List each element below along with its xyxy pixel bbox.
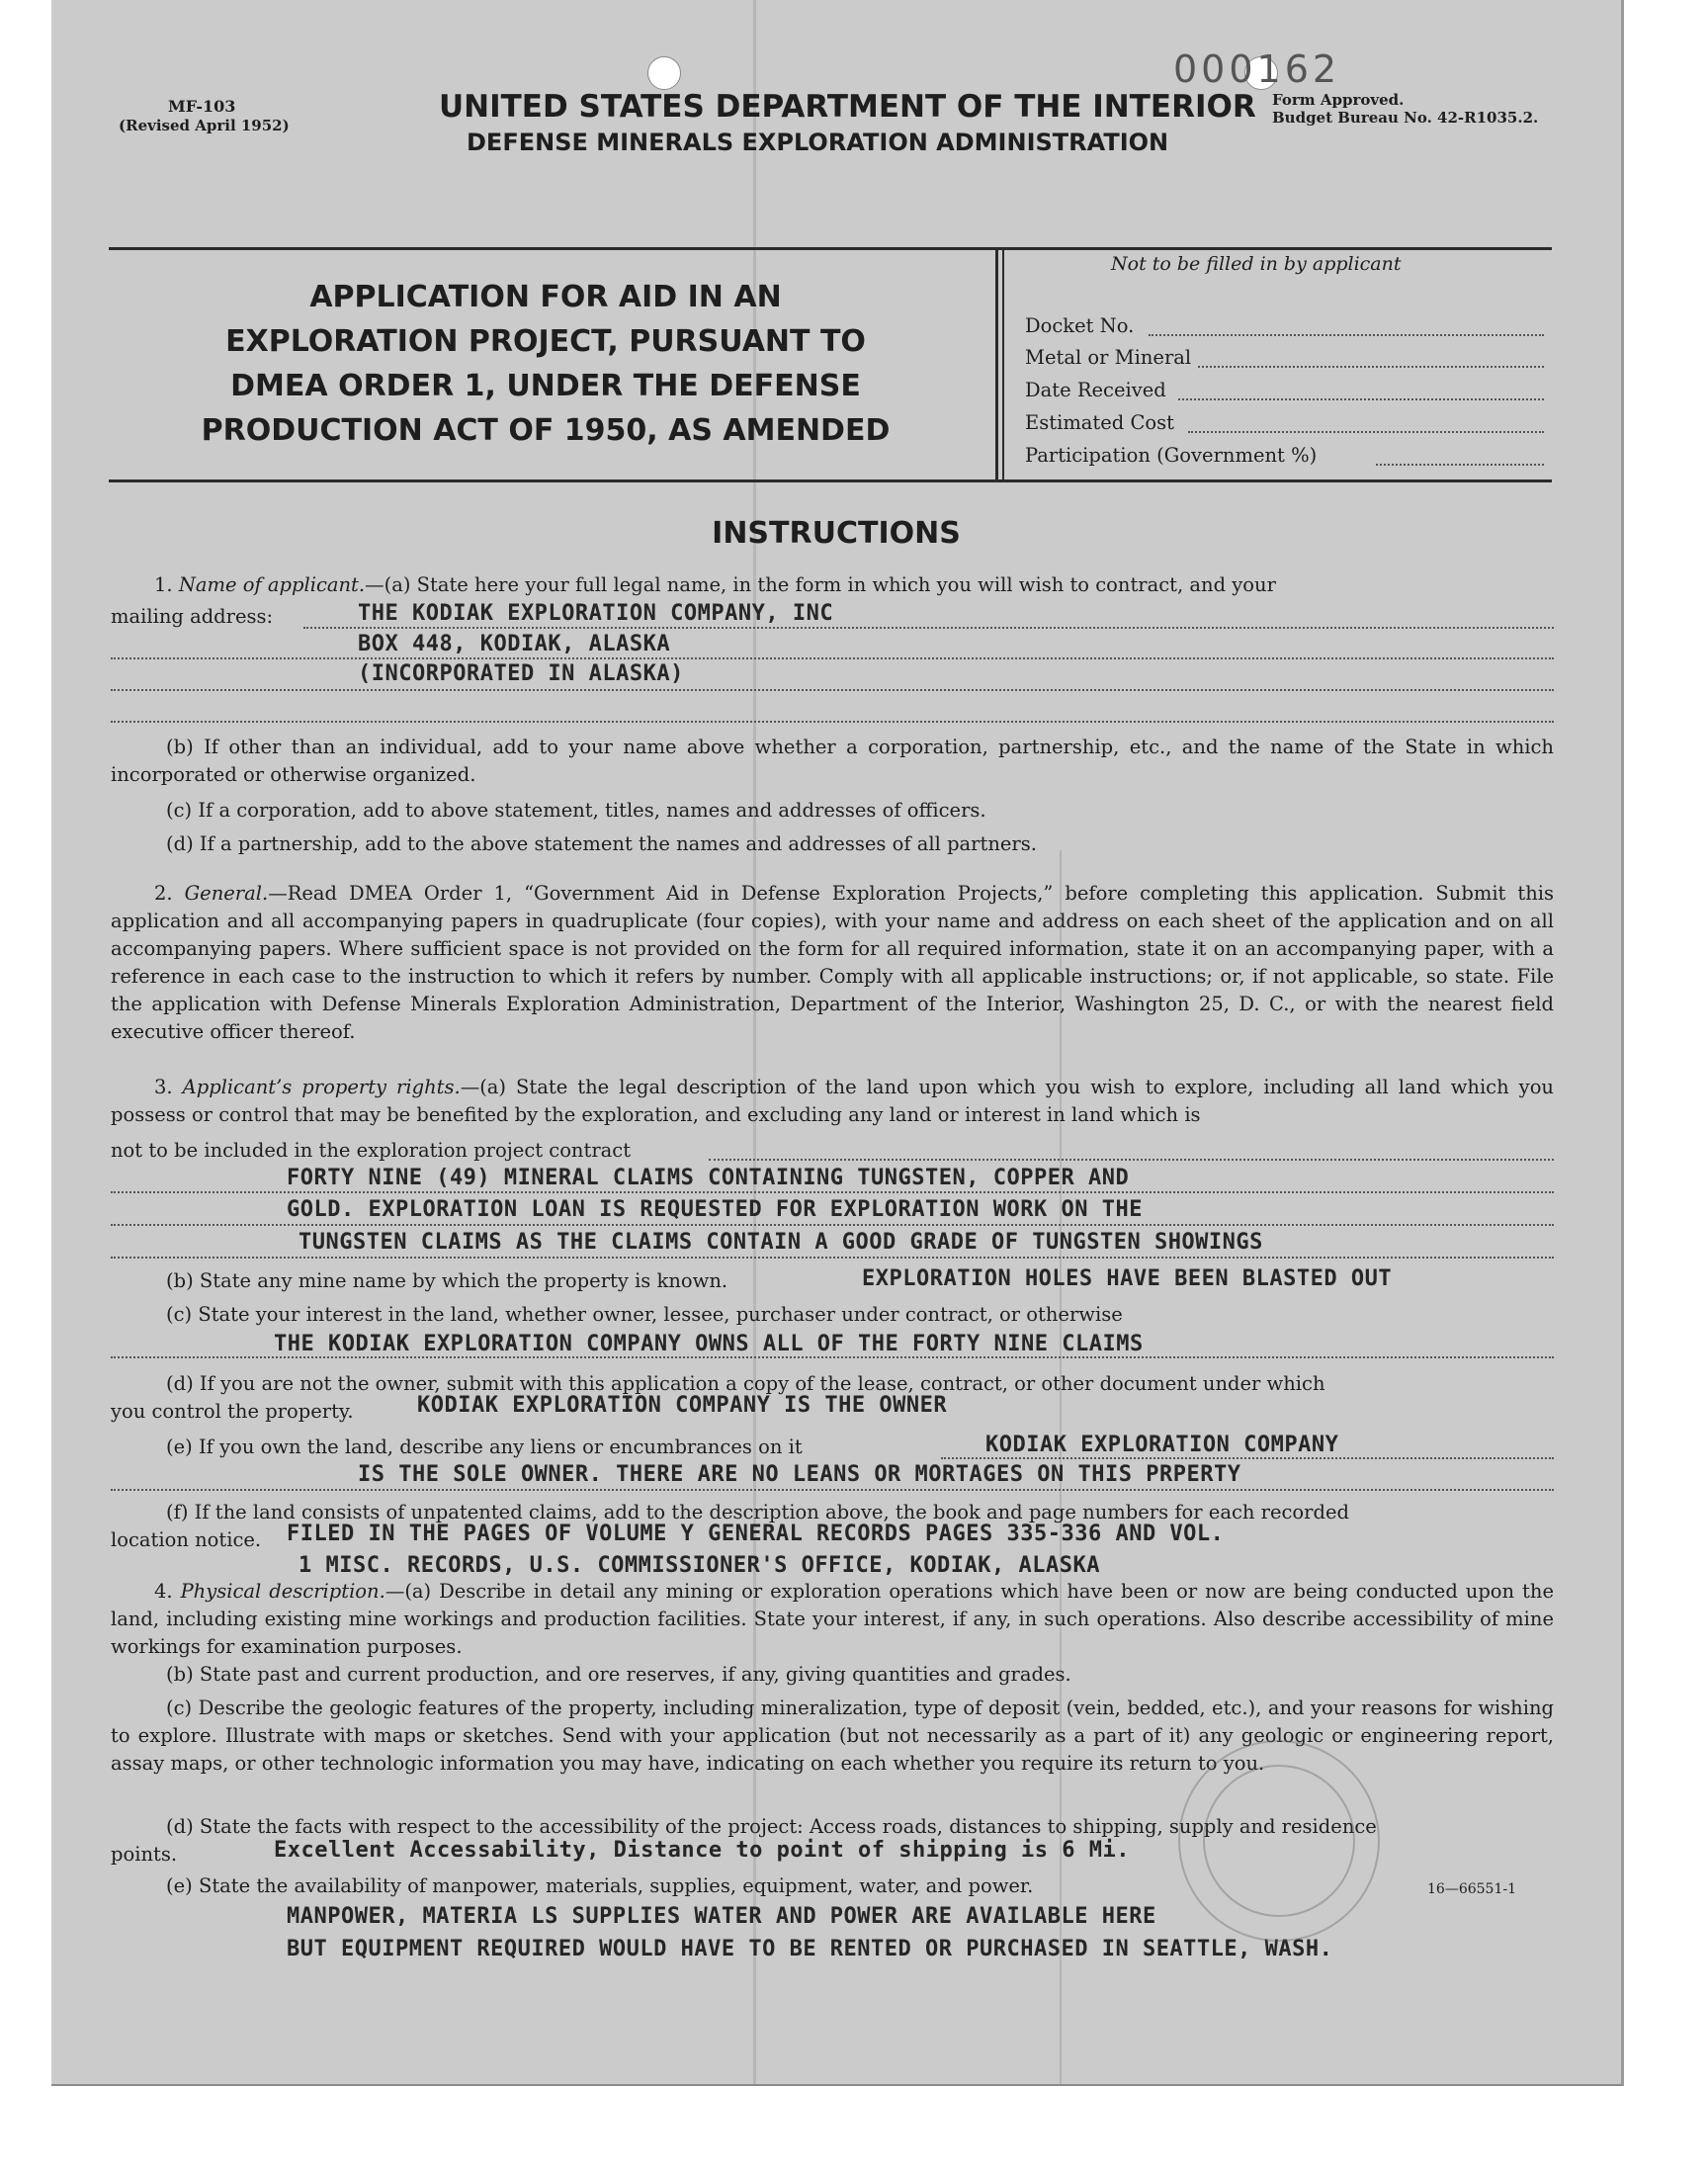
section-3d: (d) If you are not the owner, submit with this application a copy of the lease, contract, or other document under which <box>166 1372 1325 1395</box>
participation-field[interactable] <box>1376 464 1544 466</box>
title-line: APPLICATION FOR AID IN AN <box>309 280 782 314</box>
section-4-number: 4. <box>154 1580 181 1603</box>
property-description-fill: TUNGSTEN CLAIMS AS THE CLAIMS CONTAIN A GOOD GRADE OF TUNGSTEN SHOWINGS <box>299 1230 1263 1255</box>
received-stamp <box>1203 1765 1355 1917</box>
section-3f-continued: location notice. <box>111 1528 262 1551</box>
estimated-cost-field[interactable] <box>1188 431 1544 433</box>
participation-label: Participation (Government %) <box>1025 444 1318 467</box>
section-3d-continued: you control the property. <box>111 1400 354 1423</box>
mine-name-fill: EXPLORATION HOLES HAVE BEEN BLASTED OUT <box>862 1266 1393 1291</box>
section-3a-text: —(a) State the legal description of the land upon which you wish to explore, including all land which you possess or control that may be benefited by the exploration, and excluding any land or interest in land which is <box>111 1076 1554 1126</box>
section-1d: (d) If a partnership, add to the above statement the names and addresses of all partners. <box>166 832 1037 855</box>
section-3e: (e) If you own the land, describe any liens or encumbrances on it <box>166 1436 803 1458</box>
department-title: UNITED STATES DEPARTMENT OF THE INTERIOR <box>439 89 1256 125</box>
estimated-cost-label: Estimated Cost <box>1025 411 1174 434</box>
incorporation-fill: (INCORPORATED IN ALASKA) <box>358 661 684 686</box>
ownership-fill: KODIAK EXPLORATION COMPANY IS THE OWNER <box>417 1393 948 1418</box>
section-4b: (b) State past and current production, and ore reserves, if any, giving quantities and grades. <box>166 1663 1071 1686</box>
administration-title: DEFENSE MINERALS EXPLORATION ADMINISTRATION <box>467 129 1169 156</box>
title-box-top-rule <box>109 247 1552 250</box>
accessibility-fill: Excellent Accessability, Distance to point of shipping is 6 Mi. <box>274 1838 1130 1863</box>
availability-fill: BUT EQUIPMENT REQUIRED WOULD HAVE TO BE RENTED OR PURCHASED IN SEATTLE, WASH. <box>287 1937 1333 1961</box>
property-line-4[interactable] <box>111 1257 1554 1259</box>
section-4d-continued: points. <box>111 1843 178 1866</box>
section-1-number: 1. <box>154 573 179 596</box>
section-1b: (b) If other than an individual, add to your name above whether a corporation, partnership, etc., and the name of the State in which incorporated or otherwise organized. <box>111 736 1554 786</box>
section-3c: (c) State your interest in the land, whether owner, lessee, purchaser under contract, or otherwise <box>166 1303 1123 1326</box>
applicant-address-fill: BOX 448, KODIAK, ALASKA <box>358 632 671 656</box>
section-2 <box>111 880 1554 1046</box>
section-3a <box>111 1074 1554 1129</box>
section-4e: (e) State the availability of manpower, materials, supplies, equipment, water, and power. <box>166 1874 1034 1897</box>
section-3-label: Applicant’s property rights. <box>182 1076 461 1098</box>
property-description-fill: GOLD. EXPLORATION LOAN IS REQUESTED FOR EXPLORATION WORK ON THE <box>287 1197 1143 1222</box>
section-1a-text: —(a) State here your full legal name, in the form in which you will wish to contract, and your <box>365 573 1276 596</box>
section-1c: (c) If a corporation, add to above statement, titles, names and addresses of officers. <box>166 799 986 822</box>
section-3b: (b) State any mine name by which the property is known. <box>166 1269 728 1292</box>
section-4-label: Physical description. <box>180 1580 385 1603</box>
availability-fill: MANPOWER, MATERIA LS SUPPLIES WATER AND POWER ARE AVAILABLE HERE <box>287 1904 1156 1929</box>
mailing-address-label: mailing address: <box>111 605 274 628</box>
form-approved: Form Approved. <box>1272 91 1405 109</box>
title-line: PRODUCTION ACT OF 1950, AS AMENDED <box>201 413 891 448</box>
serial-number: 000162 <box>1173 47 1341 91</box>
punch-hole <box>647 56 681 90</box>
docket-field[interactable] <box>1149 334 1544 336</box>
section-4a-text: —(a) Describe in detail any mining or exploration operations which have been or now are being conducted upon the land, including existing mine workings and production facilities. State your interest, if any, in such operations. Also describe accessibility of mine workings for examination purposes. <box>111 1580 1554 1658</box>
date-received-field[interactable] <box>1178 398 1544 400</box>
section-1a <box>111 571 1554 599</box>
applicant-name-fill: THE KODIAK EXPLORATION COMPANY, INC <box>358 601 834 626</box>
footer-code: 16—66551-1 <box>1427 1881 1516 1897</box>
revision-date: (Revised April 1952) <box>119 117 290 134</box>
section-2-text: —Read DMEA Order 1, “Government Aid in Defense Exploration Projects,” before completing this application. Submit this application and all accompanying papers in quadruplicate (four copies), with your name and address on each sheet of the application and on all accompanying papers. Where sufficient space is not provided on the form for all required information, state it on an accompanying paper, with a reference in each case to the instruction to which it refers by number. Comply with all applicable instructions; or, if not applicable, so state. File the application with Defense Minerals Exploration Administration, Department of the Interior, Washington 25, D. C., or with the nearest field executive officer thereof. <box>111 882 1554 1043</box>
section-1-label: Name of applicant. <box>178 573 366 596</box>
docket-label: Docket No. <box>1025 314 1135 337</box>
section-3-number: 3. <box>154 1076 183 1098</box>
form-number: MF-103 <box>168 97 236 116</box>
recording-fill: FILED IN THE PAGES OF VOLUME Y GENERAL RECORDS PAGES 335-336 AND VOL. <box>287 1522 1225 1546</box>
property-description-fill: FORTY NINE (49) MINERAL CLAIMS CONTAINING TUNGSTEN, COPPER AND <box>287 1166 1130 1190</box>
application-title <box>121 275 971 453</box>
interest-fill: THE KODIAK EXPLORATION COMPANY OWNS ALL OF THE FORTY NINE CLAIMS <box>274 1332 1144 1356</box>
metal-label: Metal or Mineral <box>1025 346 1192 369</box>
recording-fill: 1 MISC. RECORDS, U.S. COMMISSIONER'S OFFICE, KODIAK, ALASKA <box>299 1553 1100 1578</box>
title-box-bottom-rule <box>109 479 1552 482</box>
address-line-3[interactable] <box>111 689 1554 691</box>
title-box-divider <box>1002 247 1004 482</box>
section-3a-continued: not to be included in the exploration project contract <box>111 1139 632 1162</box>
title-line: DMEA ORDER 1, UNDER THE DEFENSE <box>230 369 861 403</box>
metal-field[interactable] <box>1198 366 1544 368</box>
address-line-4[interactable] <box>111 721 1554 723</box>
address-line-2[interactable] <box>111 657 1554 659</box>
section-4c: (c) Describe the geologic features of the property, including mineralization, type of deposit (vein, bedded, etc.), and your reasons for wishing to explore. Illustrate with maps or sketches. Send with your application (but not necessarily as a part of it) any geologic or engineering report, assay maps, or other technologic information you may have, indicating on each whether you require its return to you. <box>111 1696 1554 1775</box>
section-4d: (d) State the facts with respect to the accessibility of the project: Access roads, distances to shipping, supply and residence <box>166 1815 1377 1838</box>
section-2-number: 2. <box>154 882 185 905</box>
liens-fill: IS THE SOLE OWNER. THERE ARE NO LEANS OR MORTAGES ON THIS PRPERTY <box>358 1462 1241 1487</box>
property-line-1[interactable] <box>709 1159 1554 1161</box>
title-box-divider <box>995 247 998 482</box>
document-page <box>51 0 1624 2086</box>
liens-line-2[interactable] <box>111 1489 1554 1491</box>
office-use-header: Not to be filled in by applicant <box>1111 253 1402 275</box>
instructions-heading: INSTRUCTIONS <box>712 516 961 551</box>
title-line: EXPLORATION PROJECT, PURSUANT TO <box>225 324 866 359</box>
budget-bureau-number: Budget Bureau No. 42-R1035.2. <box>1272 109 1539 127</box>
property-line-3[interactable] <box>111 1224 1554 1226</box>
date-received-label: Date Received <box>1025 379 1166 401</box>
liens-fill: KODIAK EXPLORATION COMPANY <box>985 1433 1339 1457</box>
section-2-label: General. <box>184 882 269 905</box>
section-4a <box>111 1578 1554 1661</box>
section-3f: (f) If the land consists of unpatented claims, add to the description above, the book and page numbers for each recorded <box>166 1501 1349 1523</box>
